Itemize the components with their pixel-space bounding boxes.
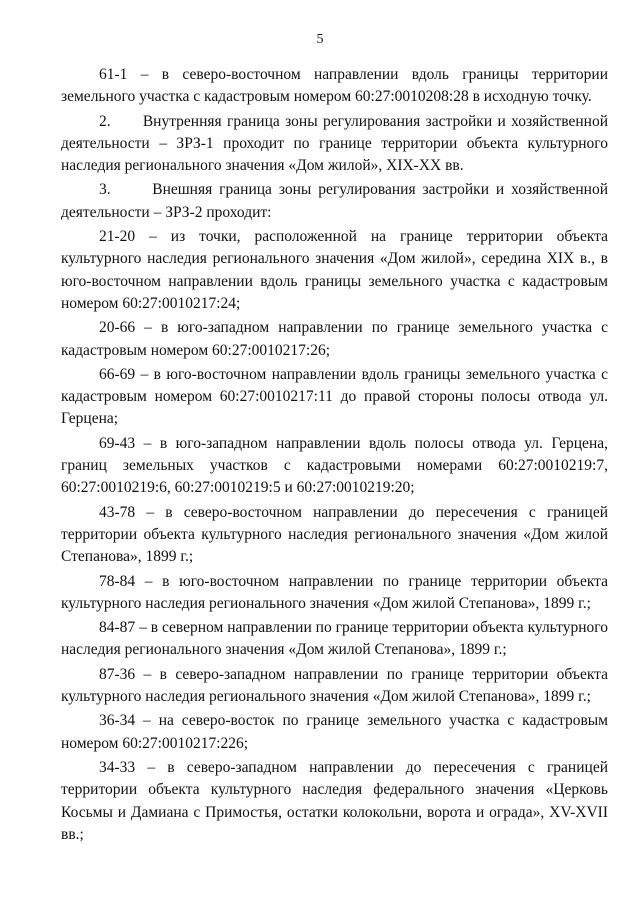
paragraph: 3. Внешняя граница зоны регулирования застройки и хозяйственной деятельности – ЗРЗ-2 проходит:	[61, 181, 608, 221]
paragraph: 66-69 – в юго-восточном направлении вдоль границы земельного участка с кадастровым номером 60:27:0010217:11 до правой стороны полосы отвода ул. Герцена;	[61, 365, 608, 428]
paragraph: 20-66 – в юго-западном направлении по границе земельного участка с кадастровым номером 60:27:0010217:26;	[61, 319, 608, 359]
document-body	[61, 64, 608, 848]
paragraph: 43-78 – в северо-восточном направлении до пересечения с границей территории объекта культурного наследия регионального значения «Дом жилой Степанова», 1899 г.;	[61, 503, 608, 566]
paragraph: 61-1 – в северо-восточном направлении вдоль границы территории земельного участка с кадастровым номером 60:27:0010208:28 в исходную точку.	[61, 66, 608, 106]
paragraph: 36-34 – на северо-восток по границе земельного участка с кадастровым номером 60:27:0010217:226;	[61, 712, 608, 752]
paragraph: 21-20 – из точки, расположенной на границе территории объекта культурного наследия регионального значения «Дом жилой», середина XIX в., в юго-восточном направлении вдоль границы земельного участка с кадастровым номером 60:27:0010217:24;	[61, 228, 608, 312]
paragraph: 78-84 – в юго-восточном направлении по границе территории объекта культурного наследия регионального значения «Дом жилой Степанова», 1899 г.;	[61, 572, 608, 612]
paragraph: 69-43 – в юго-западном направлении вдоль полосы отвода ул. Герцена, границ земельных участков с кадастровыми номерами 60:27:0010219:7, 60:27:0010219:6, 60:27:0010219:5 и 60:27:0010219:20;	[61, 434, 608, 497]
paragraph: 84-87 – в северном направлении по границе территории объекта культурного наследия регионального значения «Дом жилой Степанова», 1899 г.;	[61, 619, 608, 659]
paragraph: 2. Внутренняя граница зоны регулирования застройки и хозяйственной деятельности – ЗРЗ-1 проходит по границе территории объекта культурного наследия регионального значения «Дом жилой», XIX-XX вв.	[61, 112, 608, 175]
paragraph: 34-33 – в северо-западном направлении до пересечения с границей территории объекта культурного наследия федерального значения «Церковь Косьмы и Дамиана с Примостья, остатки колокольни, ворота и ограда», XV-XVII вв.;	[61, 758, 608, 843]
paragraph: 87-36 – в северо-западном направлении по границе территории объекта культурного наследия регионального значения «Дом жилой Степанова», 1899 г.;	[61, 665, 608, 706]
page-number: 5	[316, 32, 324, 47]
